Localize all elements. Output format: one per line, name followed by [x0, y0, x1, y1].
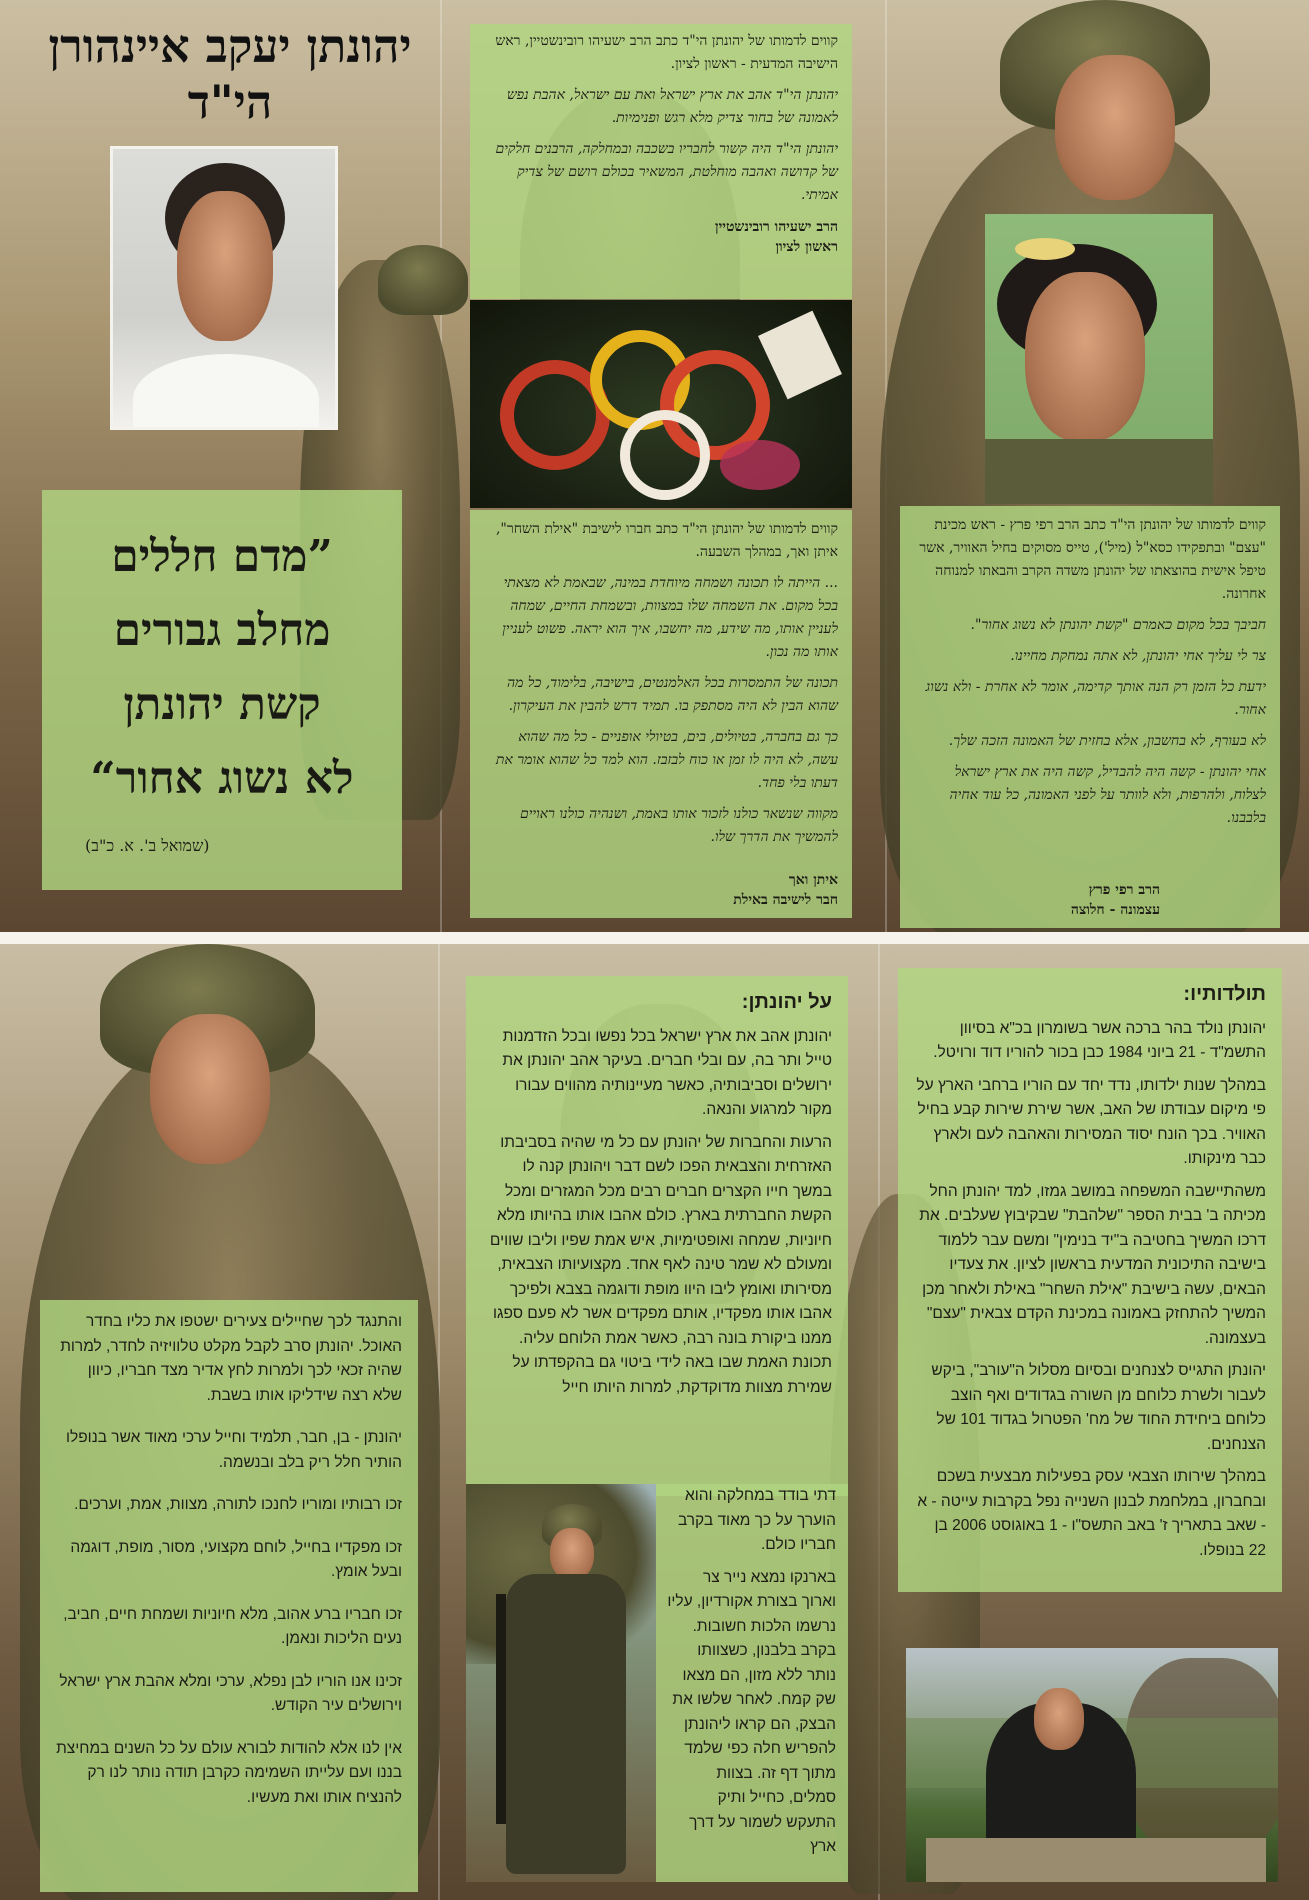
biography-panel	[898, 968, 1282, 1592]
rubinstein-letter	[470, 24, 852, 299]
title-name: יהונתן יעקב איינהורן	[48, 19, 412, 73]
about-panel-continued	[656, 1484, 848, 1882]
portrait-photo	[110, 146, 338, 430]
soldier-face	[150, 1014, 270, 1164]
memorial-paragraph: אין לנו אלא להודות לבורא עולם על כל השנים במחיצת בננו ועם עלייתו השמימה כקרבן תודה נותר לנו רק להנציח אותו ואת מעשיו.	[56, 1739, 402, 1806]
sheet-divider	[0, 932, 1309, 944]
memorial-paragraph: זכו רבותיו ומוריו לחנכו לתורה, מצוות, אמת, וערכים.	[74, 1496, 402, 1513]
letter-intro: קווים לדמותו של יהונתן הי"ד כתב הרב ישעיהו רובינשטיין, ראש הישיבה המדעית - ראשון לציון.	[495, 33, 838, 72]
hiking-photo	[906, 1648, 1278, 1882]
soldier-standing-photo	[466, 1484, 656, 1882]
memorial-paragraph: והתנגד לכך שחיילים צעירים ישטפו את כליו בחדר האוכל. יהונתן סרב לקבל מקלט טלוויזיה לחדר, למרות שהיה זכאי לכך ולמרות לחץ אדיר מצד חבריו, כיוון שלא רצה שידליקו אותו בשבת.	[60, 1313, 402, 1404]
memorial-paragraph: יהונתן - בן, חבר, תלמיד וחייל ערכי מאוד אשר בנופלו הותיר חלל ריק בלב ובנשמה.	[65, 1429, 402, 1471]
about-paragraph: הרעות והחברות של יהונתן עם כל מי שהיה בסביבתו האזרחית והצבאית הפכו לשם דבר ויהונתן קנה לו במשך חייו הקצרים חברים רבים מכל המגזרים ומכל הקשת החברתית בארץ. כולם אהבו אותו בהיותו מלא חיוניות, שמחה ואופטימיות, איש אמת שפיו וליבו שווים ומעולם לא שמר טינה לאף אחד. מקצועיותו הצבאית, מסירותו ואומץ ליבו היוו מופת ודוגמה בצבא ולפיכך אהבו אותו מפקדיו, אותם מפקדים אשר לא פעם ספגו ממנו ביקורת בונה רבה, כאשר אמת הלוחם עליה. תכונת האמת שבו באה לידי ביטוי גם בהקפדתו על שמירת מצוות מדוקדקת, למרות היותו חייל	[489, 1133, 832, 1396]
biography-heading: תולדותיו:	[1183, 983, 1266, 1005]
letter-paragraph: תכונה של התמסרות בכל האלמנטים, בישיבה, בלימוד, כל מה שהוא הבין לא היה מסתפק בו. תמיד דרש להבין את העיקרון.	[506, 675, 838, 714]
signature-name: הרב רפי פרץ	[1088, 882, 1160, 898]
signature-place: ראשון לציון	[775, 239, 838, 255]
letter-intro: קווים לדמותו של יהונתן הי"ד כתב הרב רפי פרץ - ראש מכינת "עצם" ובתפקידו כסא"ל (מיל'), טייס מסוקים בחיל האוויר, אשר טיפל אישית בהוצאתו של יהונתן משדה הקרב והבאתו למנוחה אחרונה.	[919, 517, 1266, 602]
page-title	[20, 18, 440, 128]
letter-signature	[733, 870, 838, 910]
memorial-paragraph: זכינו אנו הוריו לבן נפלא, ערכי ומלא אהבת ארץ ישראל וירושלים עיר הקודש.	[59, 1672, 402, 1714]
biography-paragraph: משהתיישבה המשפחה במושב גמזו, למד יהונתן החל מכיתה ב' בבית הספר "שלהבת" שבקיבוץ שעלבים. את דרכו המשיך בחטיבה ב"יד בנימין" ומשם עבר ללמוד בישיבה התיכונית המדעית בראשון לציון. את צעדיו הבאים, עשה בישיבת "אילת השחר" באילת ולאחר מכן המשיך להתחזק באמונה במכינת הקדם צבאית "עצם" בעצמונה.	[919, 1182, 1266, 1347]
helmet	[378, 245, 468, 315]
quote-line: קשת יהונתן	[123, 679, 321, 730]
about-heading: על יהונתן:	[741, 991, 832, 1013]
about-panel	[466, 976, 848, 1496]
quote-line: מחלב גבורים	[113, 605, 331, 656]
peretz-letter	[900, 506, 1280, 928]
biography-paragraph: יהונתן נולד בהר ברכה אשר בשומרון בכ"א בסיוון התשמ"ד - 21 ביוני 1984 כבן בכור להוריו דוד ורויטל.	[933, 1019, 1266, 1061]
letter-paragraph: צר לי עליך אחי יהונתן, לא אתה נמחקת מחיינו.	[1010, 648, 1266, 664]
about-paragraph: יהונתן אהב את ארץ ישראל בכל נפשו ובכל הזדמנות טייל ותר בה, עם ובלי חברים. בעיקר אהב יהונתן את ירושלים וסביבותיה, כאשר מעיינותיה מהווים עבורו מקור למרגוע והנאה.	[502, 1027, 832, 1118]
letter-signature	[484, 217, 838, 257]
letter-paragraph: חביבך בכל מקום כאמרם "קשת יהונתן לא נשוג אחור".	[970, 617, 1266, 633]
biography-paragraph: יהונתן התגייס לצנחנים ובסיום מסלול ה"עורב", ביקש לעבור ולשרת כלוחם מן השורה בגדודים ואף הוצב כלוחם ביחידת החוד של מח' הפטרול בגדוד 101 של הצנחנים.	[931, 1362, 1266, 1453]
grave-flowers-photo	[470, 300, 852, 508]
memorial-paragraph: זכו מפקדיו בחייל, לוחם מקצועי, מסור, מופת, דוגמה ובעל אומץ.	[70, 1538, 402, 1580]
signature-name: איתן ואך	[788, 872, 838, 888]
about-paragraph: דתי בודד במחלקה והוא הוערך על כך מאוד בקרב חבריו כולם.	[677, 1487, 836, 1553]
kippah-portrait-photo	[985, 214, 1213, 504]
letter-paragraph: אחי יהונתן - קשה היה להבדיל, קשה היה את ארץ ישראל לצלוח, ולהרפות, ולא לוותר על לפני האמונה, כל עוד אחיה בלבבנו.	[949, 764, 1266, 826]
letter-signature	[1071, 880, 1160, 920]
letter-paragraph: ... הייתה לו תכונה ושמחה מיוחדת במינה, שבאמת לא מצאתי בכל מקום. את השמחה שלו במצוות, ובשמחת החיים, שמחה לעניין אותו, מה שידע, מה יחשבו, איך הוא יראה. פשוט לעניין אותו מה נכון.	[502, 575, 838, 660]
about-paragraph: בארנקו נמצא נייר צר וארוך בצורת אקורדיון, עליו נרשמו הלכות חשובות. בקרב בלבנון, כשצוותו נותר ללא מזון, הם מצאו שק קמח. לאחר שלשו את הבצק, הם קראו ליהונתן להפריש חלה כפי שלמד מתוך דף זה. בצוות סמלים, כחייל ותיק התעקש לשמור על דרך ארץ	[667, 1568, 836, 1855]
biography-paragraph: במהלך שירותו הצבאי עסק בפעילות מבצעית בשכם ובחברון, במלחמת לבנון השנייה נפל בקרבות עייטה - א - שאב בתאריך ז' באב התשס"ו - 1 באוגוסט 2006 בן 22 בנופלו.	[917, 1468, 1266, 1559]
wach-letter	[470, 510, 852, 918]
letter-paragraph: יהונתן הי"ד אהב את ארץ ישראל ואת עם ישראל, אהבת נפש לאמונה של בחור צדיק מלא רגש ופנימיות.	[506, 87, 838, 126]
biography-paragraph: במהלך שנות ילדותו, נדד יחד עם הוריו ברחבי הארץ על פי מיקום עבודתו של האב, אשר שירת שירות קבע בחיל האוויר. בכך הונח יסוד המסירות והאהבה לעם ולארץ כבר מינקותו.	[916, 1076, 1266, 1167]
letter-paragraph: יהונתן הי"ד היה קשור לחבריו בשכבה ובמחלקה, הרבנים חלקים של קדושה ואהבה מוחלטת, המשאיר בכולם רושם של צדיק אמיתי.	[495, 141, 838, 203]
memorial-panel	[40, 1300, 418, 1892]
quote-line: לא נשוג אחור“	[90, 753, 354, 804]
signature-place: עצמונה - חלוצה	[1070, 902, 1160, 918]
quote-line: ”מדם חללים	[111, 531, 333, 582]
signature-place: חבר לישיבה באילת	[733, 892, 838, 908]
quote-panel	[42, 490, 402, 890]
letter-paragraph: מקווה שנשאר כולנו לזכור אותו באמת, ושנהיה כולנו ראויים להמשיך את הדרך שלו.	[520, 806, 838, 845]
quote-source: (שמואל ב'. א. כ"ב)	[85, 836, 210, 855]
brochure-inner-side	[0, 944, 1309, 1900]
letter-paragraph: לא בעורף, לא בחשבון, אלא בחזית של האמונה הזכה שלך.	[948, 733, 1266, 749]
title-suffix: הי"ד	[187, 75, 273, 129]
brochure-outer-side	[0, 0, 1309, 932]
soldier-face	[1055, 55, 1175, 200]
letter-intro: קווים לדמותו של יהונתן הי"ד כתב חברו לישיבת "אילת השחר", איתן ואך, במהלך השבעה.	[495, 521, 838, 560]
letter-paragraph: כך גם בחברה, בטיולים, בים, בטיולי אופניים - כל מה שהוא עשה, לא היה לו זמן או כוח לבזבז. הוא למד כל שהוא אומר את דעתו בלי פחד.	[495, 729, 838, 791]
signature-name: הרב ישעיהו רובינשטיין	[715, 219, 838, 235]
letter-paragraph: ידעת כל הזמן רק הנה אותך קדימה, אומר לא אחרת - ולא נשוג אחור.	[925, 679, 1266, 718]
memorial-paragraph: זכו חבריו ברע אהוב, מלא חיוניות ושמחת חיים, חביב, נעים הליכות ונאמן.	[63, 1605, 402, 1647]
